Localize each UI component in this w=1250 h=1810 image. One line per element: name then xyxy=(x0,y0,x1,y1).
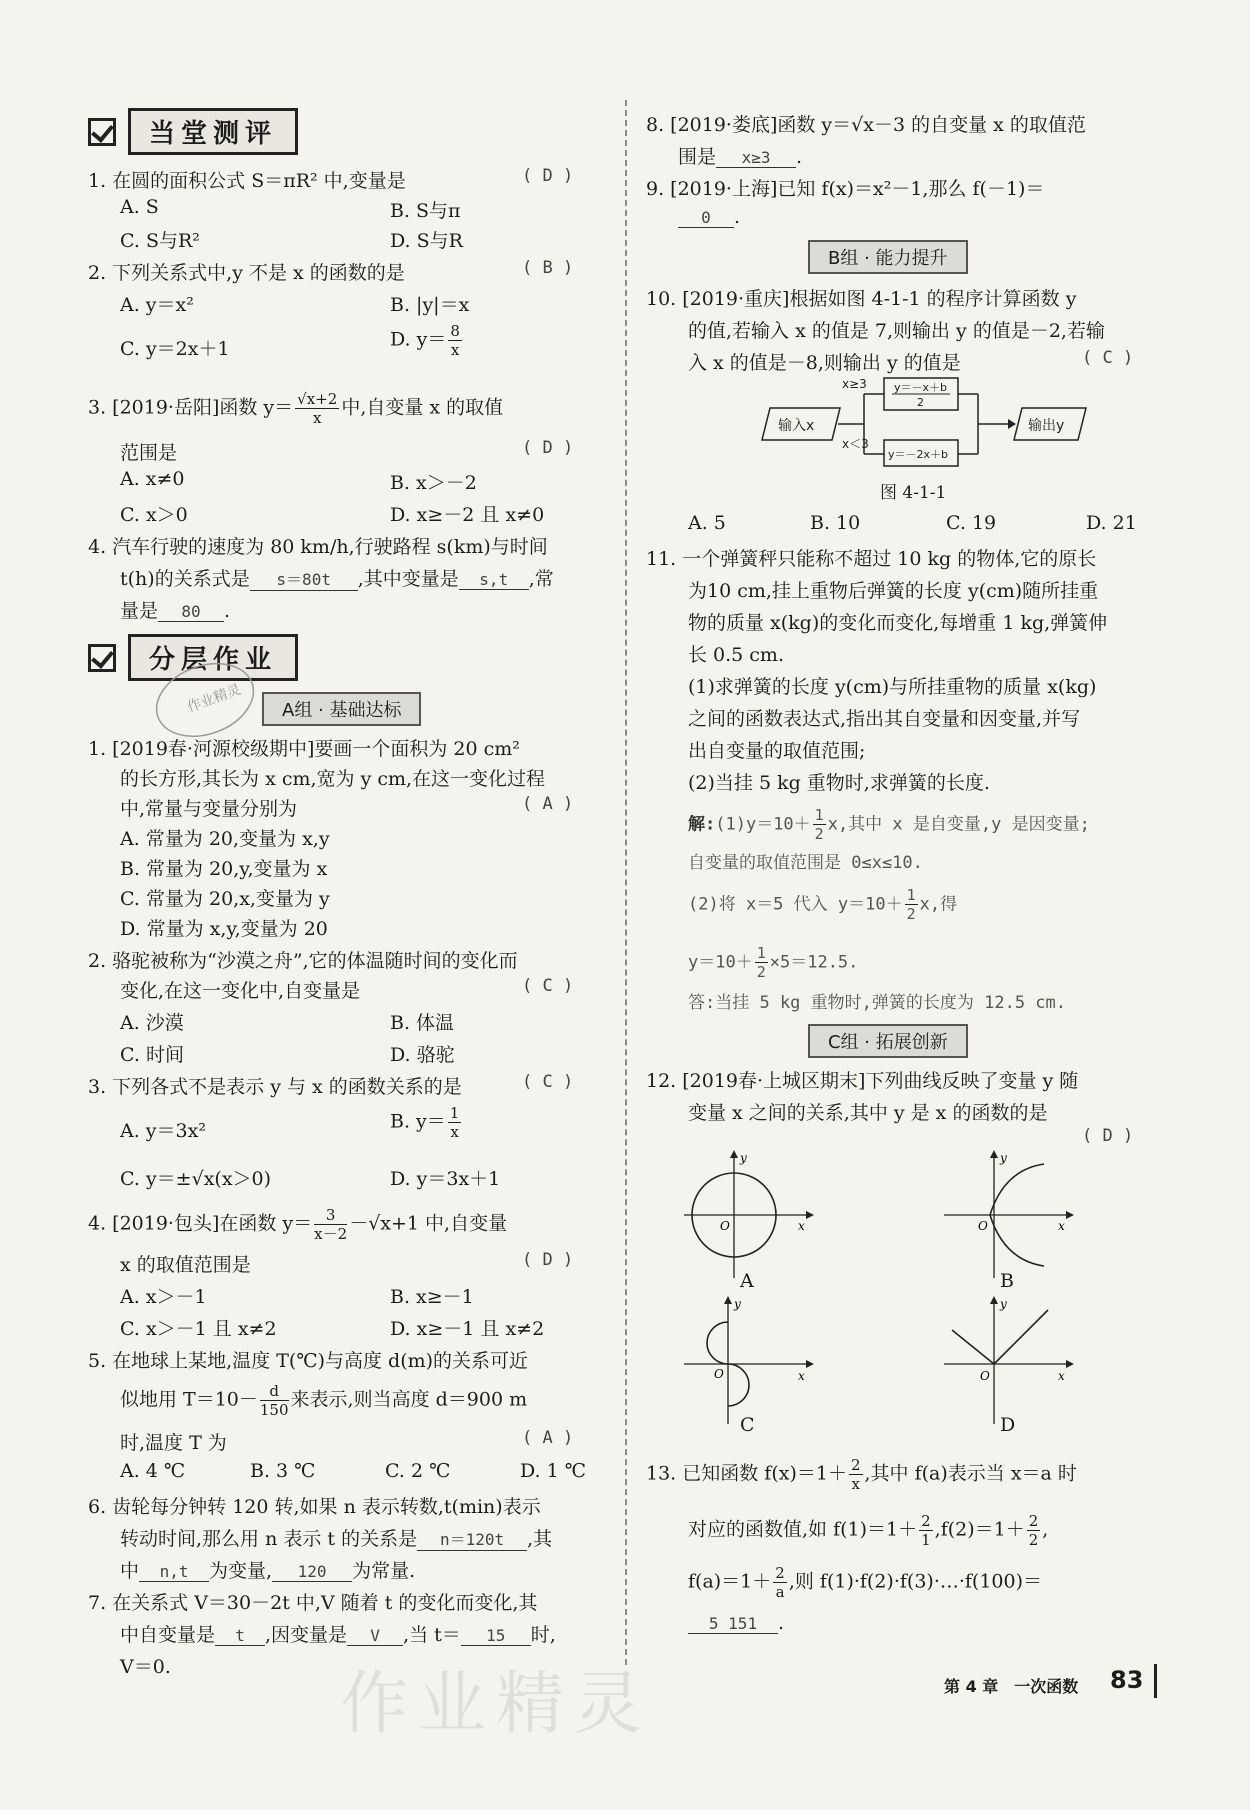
b11-line5: (1)求弹簧的长度 y(cm)与所挂重物的质量 x(kg) xyxy=(688,676,1097,698)
b11-line4: 长 0.5 cm. xyxy=(688,644,784,666)
footer-chapter: 第 4 章 一次函数 xyxy=(944,1677,1079,1696)
q1-option-a: A. S xyxy=(120,196,159,218)
checkbox-icon xyxy=(88,644,116,672)
graph-d-left-ray xyxy=(952,1330,994,1364)
a4-stem: 4. [2019·包头]在函数 y＝ $\frac{3}{x-2}$ －√x+1 中,自变量 xyxy=(88,1206,508,1243)
c12-line1: 12. [2019春·上城区期末]下列曲线反映了变量 y 随 xyxy=(646,1070,1079,1092)
a3-stem: 3. 下列各式不是表示 y 与 x 的函数关系的是 xyxy=(88,1076,462,1098)
q1-stem: 1. 在圆的面积公式 S＝πR² 中,变量是 xyxy=(88,170,406,192)
a1-line1: 1. [2019春·河源校级期中]要画一个面积为 20 cm² xyxy=(88,738,520,760)
a6-blank1: n＝120t xyxy=(417,1527,527,1551)
checkbox-icon xyxy=(88,118,116,146)
section-title-current xyxy=(88,108,298,155)
graph-b-upper-branch xyxy=(990,1164,1044,1215)
graph-d-origin: O xyxy=(980,1369,990,1383)
a4-option-d: D. x≥－1 且 x≠2 xyxy=(390,1318,545,1340)
flow-top-den: 2 xyxy=(917,396,924,409)
flow-input-label: 输入x xyxy=(778,418,815,434)
q4-line1: 4. 汽车行驶的速度为 80 km/h,行驶路程 s(km)与时间 xyxy=(88,536,548,558)
a4-option-b: B. x≥－1 xyxy=(390,1286,474,1308)
a5-line1: 5. 在地球上某地,温度 T(℃)与高度 d(m)的关系可近 xyxy=(88,1350,529,1372)
q3-stem-line2: 范围是 xyxy=(120,442,178,464)
graph-d-x-label: x xyxy=(1058,1369,1065,1383)
a5-option-d: D. 1 ℃ xyxy=(520,1460,587,1482)
b10-option-c: C. 19 xyxy=(946,512,997,534)
b11-line7: 出自变量的取值范围; xyxy=(688,740,866,762)
a4-option-c: C. x＞－1 且 x≠2 xyxy=(120,1318,277,1340)
graph-c-x-label: x xyxy=(798,1369,805,1383)
a1-option-d: D. 常量为 x,y,变量为 20 xyxy=(120,918,328,940)
flow-output-label: 输出y xyxy=(1028,418,1065,434)
a4-answer: ( D ) xyxy=(522,1250,574,1270)
a1-option-c: C. 常量为 20,x,变量为 y xyxy=(120,888,330,910)
a8-line2: 围是 x≥3 . xyxy=(678,146,803,168)
b11-solution-2: 自变量的取值范围是 0≤x≤10. xyxy=(688,853,923,873)
a2-option-a: A. 沙漠 xyxy=(120,1012,184,1034)
graph-a-x-label: x xyxy=(798,1219,805,1233)
a7-blank3: 15 xyxy=(461,1626,531,1646)
graph-b-lower-branch xyxy=(990,1215,1044,1266)
graph-b-label: B xyxy=(1000,1270,1014,1292)
a6-line3: 中 n,t 为变量, 120 为常量. xyxy=(120,1560,416,1582)
graph-c-label: C xyxy=(740,1414,755,1436)
a7-line3: V＝0. xyxy=(120,1656,171,1678)
a2-option-d: D. 骆驼 xyxy=(390,1044,455,1066)
graph-c-upper-arc xyxy=(707,1322,728,1364)
c13-line2: 对应的函数值,如 f(1)＝1＋ $\frac{2}{1}$ ,f(2)＝1＋ $\frac{2}{2}$ , xyxy=(688,1512,1049,1549)
a4-option-a: A. x＞－1 xyxy=(120,1286,207,1308)
a1-answer: ( A ) xyxy=(522,794,574,814)
a6-blank2: n,t xyxy=(139,1562,209,1582)
q4-blank3: 80 xyxy=(158,602,224,622)
graph-b-origin: O xyxy=(978,1219,988,1233)
b11-line1: 11. 一个弹簧秤只能称不超过 10 kg 的物体,它的原长 xyxy=(646,548,1097,570)
a8-blank: x≥3 xyxy=(716,148,796,168)
c13-line1: 13. 已知函数 f(x)＝1＋ $\frac{2}{x}$ ,其中 f(a)表示当 x＝a 时 xyxy=(646,1456,1077,1493)
page-number: 83 xyxy=(1110,1666,1144,1694)
a7-line1: 7. 在关系式 V＝30－2t 中,V 随着 t 的变化而变化,其 xyxy=(88,1592,538,1614)
q1-option-c: C. S与R² xyxy=(120,230,200,252)
b10-option-a: A. 5 xyxy=(688,512,726,534)
graph-d-right-ray xyxy=(994,1310,1048,1364)
a2-answer: ( C ) xyxy=(522,976,574,996)
group-c-badge: C组 · 拓展创新 xyxy=(808,1024,968,1058)
q4-blank1: s＝80t xyxy=(250,567,358,591)
a6-blank3: 120 xyxy=(272,1562,352,1582)
a7-blank1: t xyxy=(215,1626,265,1646)
graph-d-label: D xyxy=(1000,1414,1016,1436)
a3-answer: ( C ) xyxy=(522,1072,574,1092)
a2-option-b: B. 体温 xyxy=(390,1012,455,1034)
b10-option-d: D. 21 xyxy=(1086,512,1137,534)
b10-option-b: B. 10 xyxy=(810,512,861,534)
b11-solution-5: 答:当挂 5 kg 重物时,弹簧的长度为 12.5 cm. xyxy=(688,993,1066,1013)
a9-blank: 0 xyxy=(678,208,734,228)
q2-answer: ( B ) xyxy=(522,258,574,278)
arrow-icon xyxy=(1008,419,1016,429)
a5-line2: 似地用 T＝10－ $\frac{d}{150}$ 来表示,则当高度 d＝900 m xyxy=(120,1382,528,1419)
flow-cond-bottom: x＜3 xyxy=(842,437,869,451)
b10-line3: 入 x 的值是－8,则输出 y 的值是 xyxy=(688,352,961,374)
graph-c-y-label: y xyxy=(734,1297,741,1311)
b11-line2: 为10 cm,挂上重物后弹簧的长度 y(cm)随所挂重 xyxy=(688,580,1099,602)
q3-option-c: C. x＞0 xyxy=(120,504,188,526)
b10-line1: 10. [2019·重庆]根据如图 4-1-1 的程序计算函数 y xyxy=(646,288,1077,310)
b11-solution-3: (2)将 x＝5 代入 y＝10＋ $\frac{1}{2}$ x,得 xyxy=(688,886,958,923)
a6-line2: 转动时间,那么用 n 表示 t 的关系是 n＝120t ,其 xyxy=(120,1528,553,1550)
c12-line2: 变量 x 之间的关系,其中 y 是 x 的函数的是 xyxy=(688,1102,1048,1124)
q4-blank2: s,t xyxy=(459,570,529,590)
q2-option-d: D. y＝ $\frac{8}{x}$ xyxy=(390,322,460,359)
a2-line2: 变化,在这一变化中,自变量是 xyxy=(120,980,361,1002)
b11-solution-1: 解:(1)y＝10＋ $\frac{1}{2}$ x,其中 x 是自变量,y 是因变量; xyxy=(688,806,1090,843)
c12-answer: ( D ) xyxy=(1082,1126,1134,1146)
a2-option-c: C. 时间 xyxy=(120,1044,184,1066)
graph-b-x-label: x xyxy=(1058,1219,1065,1233)
a8-line1: 8. [2019·娄底]函数 y＝√x－3 的自变量 x 的取值范 xyxy=(646,114,1086,136)
q2-option-b: B. |y|＝x xyxy=(390,294,470,316)
c13-line4: 5 151 . xyxy=(688,1612,784,1634)
a9-line2: 0 . xyxy=(678,206,740,228)
a5-option-c: C. 2 ℃ xyxy=(385,1460,451,1482)
a1-line3: 中,常量与变量分别为 xyxy=(120,798,298,820)
watermark-text: 作业精灵 xyxy=(340,1665,653,1744)
group-a-badge: A组 · 基础达标 xyxy=(262,692,421,726)
column-divider xyxy=(625,100,627,1665)
a1-option-b: B. 常量为 20,y,变量为 x xyxy=(120,858,328,880)
figure-caption: 图 4-1-1 xyxy=(880,483,947,503)
a4-line2: x 的取值范围是 xyxy=(120,1254,251,1276)
c13-line3: f(a)＝1＋ $\frac{2}{a}$ ,则 f(1)·f(2)·f(3)·…·f(100)＝ xyxy=(688,1564,1043,1601)
q1-answer: ( D ) xyxy=(522,166,574,186)
b11-line6: 之间的函数表达式,指出其自变量和因变量,并写 xyxy=(688,708,1081,730)
a9-line1: 9. [2019·上海]已知 f(x)＝x²－1,那么 f(－1)＝ xyxy=(646,178,1045,200)
b11-solution-4: y＝10＋ $\frac{1}{2}$ ×5＝12.5. xyxy=(688,944,859,981)
a1-option-a: A. 常量为 20,变量为 x,y xyxy=(120,828,330,850)
b10-line2: 的值,若输入 x 的值是 7,则输出 y 的值是－2,若输 xyxy=(688,320,1105,342)
graph-a xyxy=(684,1150,814,1280)
stamp-text: 作业精灵 xyxy=(185,681,244,716)
graph-d-y-label: y xyxy=(1000,1297,1007,1311)
q1-option-d: D. S与R xyxy=(390,230,463,252)
a5-option-a: A. 4 ℃ xyxy=(120,1460,186,1482)
b11-line8: (2)当挂 5 kg 重物时,求弹簧的长度. xyxy=(688,772,990,794)
q4-line2: t(h)的关系式是 s＝80t ,其中变量是 s,t ,常 xyxy=(120,568,554,590)
stamp-logo xyxy=(150,660,260,740)
a6-line1: 6. 齿轮每分钟转 120 转,如果 n 表示转数,t(min)表示 xyxy=(88,1496,541,1518)
section-title-label: 分层作业 xyxy=(128,634,298,681)
graph-c-lower-arc xyxy=(728,1364,749,1406)
q1-option-b: B. S与π xyxy=(390,200,461,222)
a7-blank2: V xyxy=(347,1626,403,1646)
a3-option-d: D. y＝3x＋1 xyxy=(390,1168,501,1190)
b11-line3: 物的质量 x(kg)的变化而变化,每增重 1 kg,弹簧伸 xyxy=(688,612,1108,634)
group-b-badge: B组 · 能力提升 xyxy=(808,240,968,274)
a3-option-c: C. y＝±√x(x＞0) xyxy=(120,1168,272,1190)
graph-a-y-label: y xyxy=(740,1151,747,1165)
a5-line3: 时,温度 T 为 xyxy=(120,1432,227,1454)
q3-option-b: B. x＞－2 xyxy=(390,472,477,494)
b10-answer: ( C ) xyxy=(1082,348,1134,368)
graph-b-y-label: y xyxy=(1000,1151,1007,1165)
footer-bar xyxy=(1154,1664,1157,1698)
graph-b xyxy=(944,1150,1074,1280)
q3-option-d: D. x≥－2 且 x≠0 xyxy=(390,504,545,526)
section-title-label: 当堂测评 xyxy=(128,108,298,155)
a1-line2: 的长方形,其长为 x cm,宽为 y cm,在这一变化过程 xyxy=(120,768,546,790)
graph-c xyxy=(684,1296,814,1426)
q4-line3: 量是 80 . xyxy=(120,600,231,622)
q3-answer: ( D ) xyxy=(522,438,574,458)
a7-line2: 中自变量是 t ,因变量是 V ,当 t＝ 15 时, xyxy=(120,1624,556,1646)
q3-stem: 3. [2019·岳阳]函数 y＝ $\frac{√x+2}{x}$ 中,自变量 x 的取值 xyxy=(88,390,504,427)
flowchart-diagram xyxy=(760,374,1090,474)
q2-option-c: C. y＝2x＋1 xyxy=(120,338,230,360)
a2-line1: 2. 骆驼被称为“沙漠之舟”,它的体温随时间的变化而 xyxy=(88,950,518,972)
graph-c-origin: O xyxy=(714,1367,724,1381)
flow-cond-top: x≥3 xyxy=(842,377,867,391)
q2-stem: 2. 下列关系式中,y 不是 x 的函数的是 xyxy=(88,262,405,284)
flow-top-num: y＝－x＋b xyxy=(894,381,948,394)
q3-option-a: A. x≠0 xyxy=(120,468,185,490)
graph-d xyxy=(944,1296,1074,1426)
a5-option-b: B. 3 ℃ xyxy=(250,1460,316,1482)
graph-a-label: A xyxy=(740,1270,754,1292)
a3-option-a: A. y＝3x² xyxy=(120,1120,206,1142)
a3-option-b: B. y＝ $\frac{1}{x}$ xyxy=(390,1104,460,1141)
flow-bottom-text: y＝－2x＋b xyxy=(888,448,949,461)
q2-option-a: A. y＝x² xyxy=(120,294,194,316)
graph-a-origin: O xyxy=(720,1219,730,1233)
a5-answer: ( A ) xyxy=(522,1428,574,1448)
c13-blank: 5 151 xyxy=(688,1614,778,1634)
